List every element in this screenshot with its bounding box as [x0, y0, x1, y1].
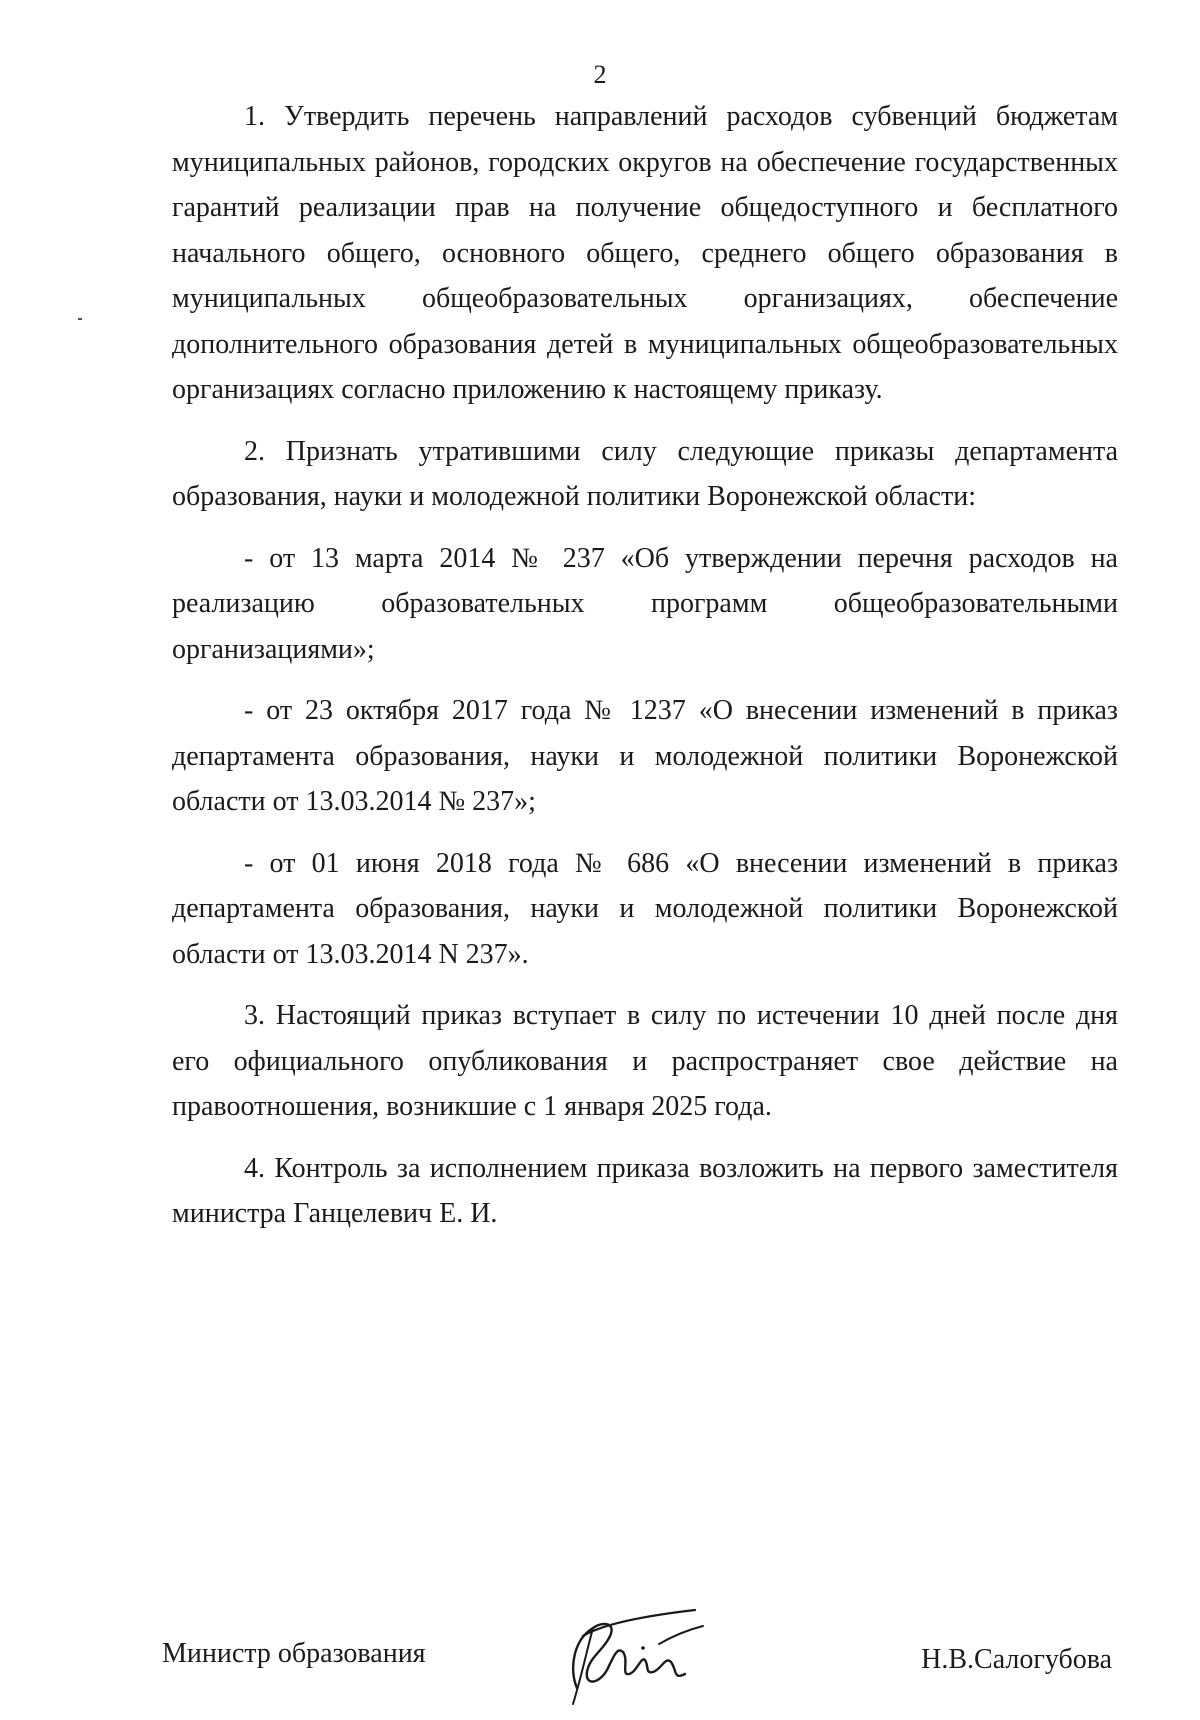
page-number: 2 — [593, 60, 607, 89]
document-body — [172, 94, 1118, 1253]
paragraph-item-3: 3. Настоящий приказ вступает в силу по истечении 10 дней после дня его официального опубликования и распространяет свое действие на правоотношения, возникшие с 1 января 2025 года. — [172, 1000, 1118, 1122]
signatory-title: Министр образования — [162, 1638, 426, 1669]
paragraph-item-2: 2. Признать утратившими силу следующие приказы департамента образования, науки и молодежной политики Воронежской области: — [172, 435, 1118, 512]
subitem-order-2014: - от 13 марта 2014 № 237 «Об утверждении перечня расходов на реализацию образовательных программ общеобразовательными организациями»; — [172, 542, 1118, 665]
subitem-order-2018: - от 01 июня 2018 года № 686 «О внесении изменений в приказ департамента образования, науки и молодежной политики Воронежской области от 13.03.2014 N 237». — [172, 847, 1118, 970]
signatory-name: Н.В.Салогубова — [921, 1644, 1112, 1675]
signature-block — [162, 1600, 1112, 1720]
scan-artifact — [78, 318, 82, 320]
subitem-order-2017: - от 23 октября 2017 года № 1237 «О внесении изменений в приказ департамента образования, науки и молодежной политики Воронежской области от 13.03.2014 № 237»; — [172, 695, 1118, 817]
paragraph-item-4: 4. Контроль за исполнением приказа возложить на первого заместителя министра Ганцелевич Е. И. — [172, 1152, 1118, 1229]
handwritten-signature — [547, 1600, 722, 1710]
paragraph-item-1: 1. Утвердить перечень направлений расходов субвенций бюджетам муниципальных районов, городских округов на обеспечение государственных гарантий реализации прав на получение общедоступного и бесплатного начального общего, основного общего, среднего общего образования в муниципальных общеобразовательных организациях, обеспечение дополнительного образования детей в муниципальных общеобразовательных организациях согласно приложению к настоящему приказу. — [172, 101, 1118, 405]
